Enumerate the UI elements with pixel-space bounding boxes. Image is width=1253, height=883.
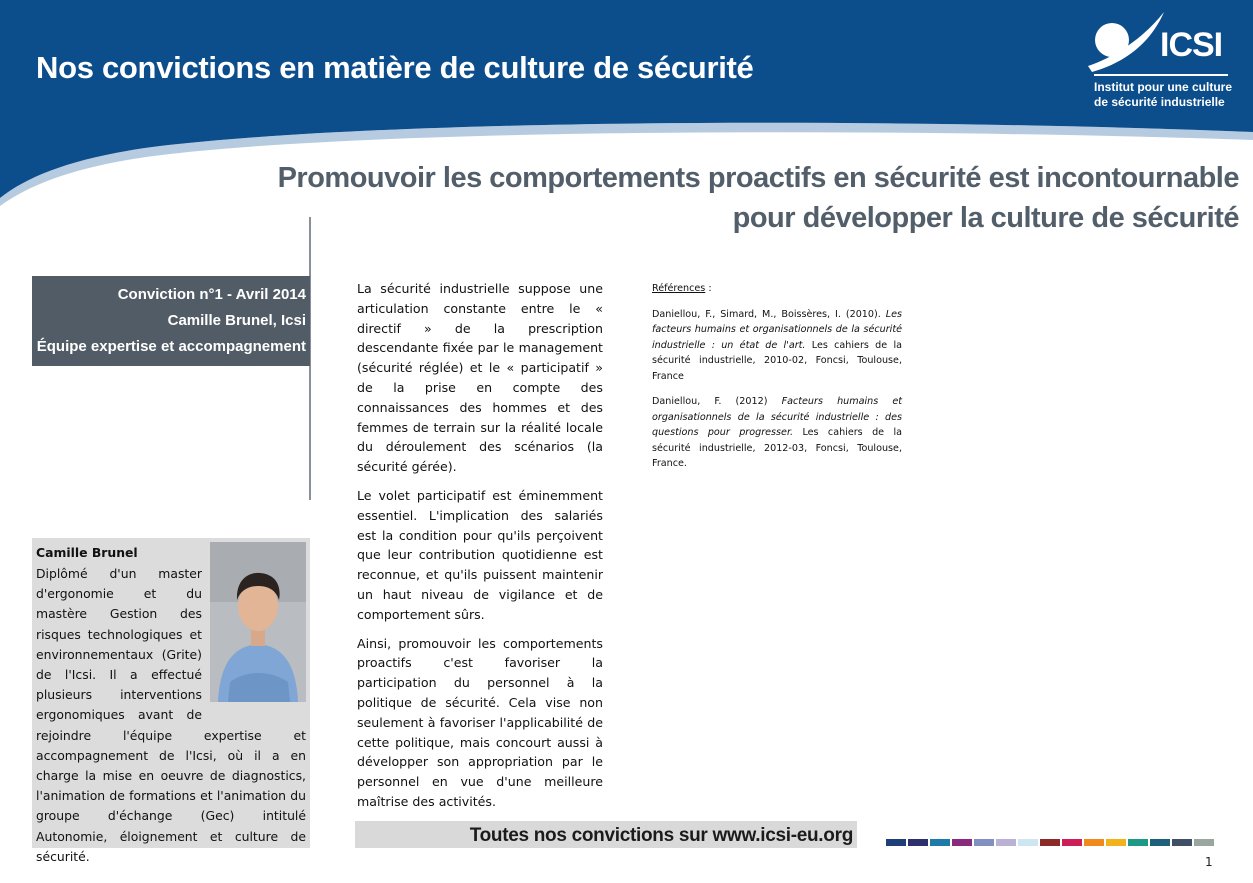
logo-circle	[1095, 23, 1129, 57]
color-swatch	[1150, 839, 1170, 846]
conviction-number: Conviction n°1 - Avril 2014	[117, 286, 306, 303]
color-swatch	[908, 839, 928, 846]
reference-1-authors: Daniellou, F., Simard, M., Boissères, I. (2010).	[652, 308, 886, 320]
conviction-team: Équipe expertise et accompagnement	[36, 338, 306, 355]
color-swatch	[1062, 839, 1082, 846]
color-swatch	[1194, 839, 1214, 846]
logo-tagline	[1094, 80, 1234, 110]
subtitle-line-1: Promouvoir les comportements proactifs en sécurité est incontournable	[277, 162, 1239, 194]
color-swatch	[1172, 839, 1192, 846]
logo-underline	[1094, 74, 1228, 76]
logo-name: ICSI	[1160, 26, 1223, 64]
page-subtitle	[239, 158, 1239, 238]
references-section	[652, 281, 902, 482]
main-paragraph-2: Le volet participatif est éminemment essentiel. L'implication des salariés est la condition pour qu'ils perçoivent que leur contribution quotidienne est reconnue, et qu'ils puissent maintenir un haut niveau de vigilance et de comportement sûrs.	[357, 487, 603, 622]
references-heading-suffix: :	[705, 283, 712, 294]
references-heading: Références	[652, 283, 706, 294]
author-name: Camille Brunel	[36, 545, 138, 560]
reference-2-title: Facteurs humains et organisationnels de la sécurité industrielle : des questions pour progresser.	[652, 396, 902, 438]
references-heading-line	[652, 281, 902, 297]
logo-tagline-line-1: Institut pour une culture	[1094, 80, 1232, 94]
color-swatch-strip	[886, 839, 1214, 846]
reference-2	[652, 394, 902, 472]
color-swatch	[1018, 839, 1038, 846]
color-swatch	[974, 839, 994, 846]
page-number: 1	[1205, 855, 1213, 869]
main-text-column	[357, 279, 603, 821]
main-paragraph-1: La sécurité industrielle suppose une articulation constante entre le « directif » de la prescription descendante fixée par le management (sécurité réglée) et le « participatif » de la prise en compte des connaissances des hommes et des femmes de terrain sur la réalité locale du déroulement des scénarios (la sécurité gérée).	[357, 281, 603, 475]
main-paragraph-3: Ainsi, promouvoir les comportements proactifs c'est favoriser la participation du personnel à la politique de sécurité. Cela vise non seulement à favoriser l'applicabilité de cette politique, mais concourt aussi à développer son appropriation par le personnel en vue d'une meilleure maîtrise des activités.	[357, 635, 603, 809]
subtitle-line-2: pour développer la culture de sécurité	[732, 202, 1239, 234]
color-swatch	[996, 839, 1016, 846]
author-bio-text: Diplômé d'un master d'ergonomie et du mastère Gestion des risques technologiques et environnementaux (Grite) de l'Icsi. Il a effectué plusieurs interventions ergonomiques avant de rejoindre l'équipe expertise et accompagnement de l'Icsi, où il a en charge la mise en oeuvre de diagnostics, l'animation de formations et l'animation du groupe d'échange (Gec) intitulé Autonomie, éloignement et culture de sécurité.	[36, 566, 306, 864]
conviction-box	[32, 276, 310, 366]
color-swatch	[1106, 839, 1126, 846]
color-swatch	[1084, 839, 1104, 846]
reference-2-authors: Daniellou, F. (2012)	[652, 396, 782, 407]
header-title: Nos convictions en matière de culture de sécurité	[36, 50, 754, 85]
reference-2-publisher: Les cahiers de la sécurité industrielle, 2012-03, Foncsi, Toulouse, France.	[652, 427, 902, 469]
color-swatch	[886, 839, 906, 846]
reference-1-publisher: Les cahiers de la sécurité industrielle, 2010-02, Foncsi, Toulouse, France	[652, 339, 903, 382]
author-bio-box	[32, 538, 310, 864]
reference-1-title: Les facteurs humains et organisationnels de la sécurité industrielle : un état de l'art.	[652, 308, 902, 351]
color-swatch	[1040, 839, 1060, 846]
author-photo	[210, 542, 306, 702]
color-swatch	[1128, 839, 1148, 846]
logo-tagline-line-2: de sécurité industrielle	[1094, 95, 1225, 109]
reference-1	[652, 307, 902, 385]
color-swatch	[930, 839, 950, 846]
color-swatch	[952, 839, 972, 846]
footer-link-bar[interactable]: Toutes nos convictions sur www.icsi-eu.org	[355, 821, 857, 848]
conviction-author: Camille Brunel, Icsi	[167, 312, 306, 329]
